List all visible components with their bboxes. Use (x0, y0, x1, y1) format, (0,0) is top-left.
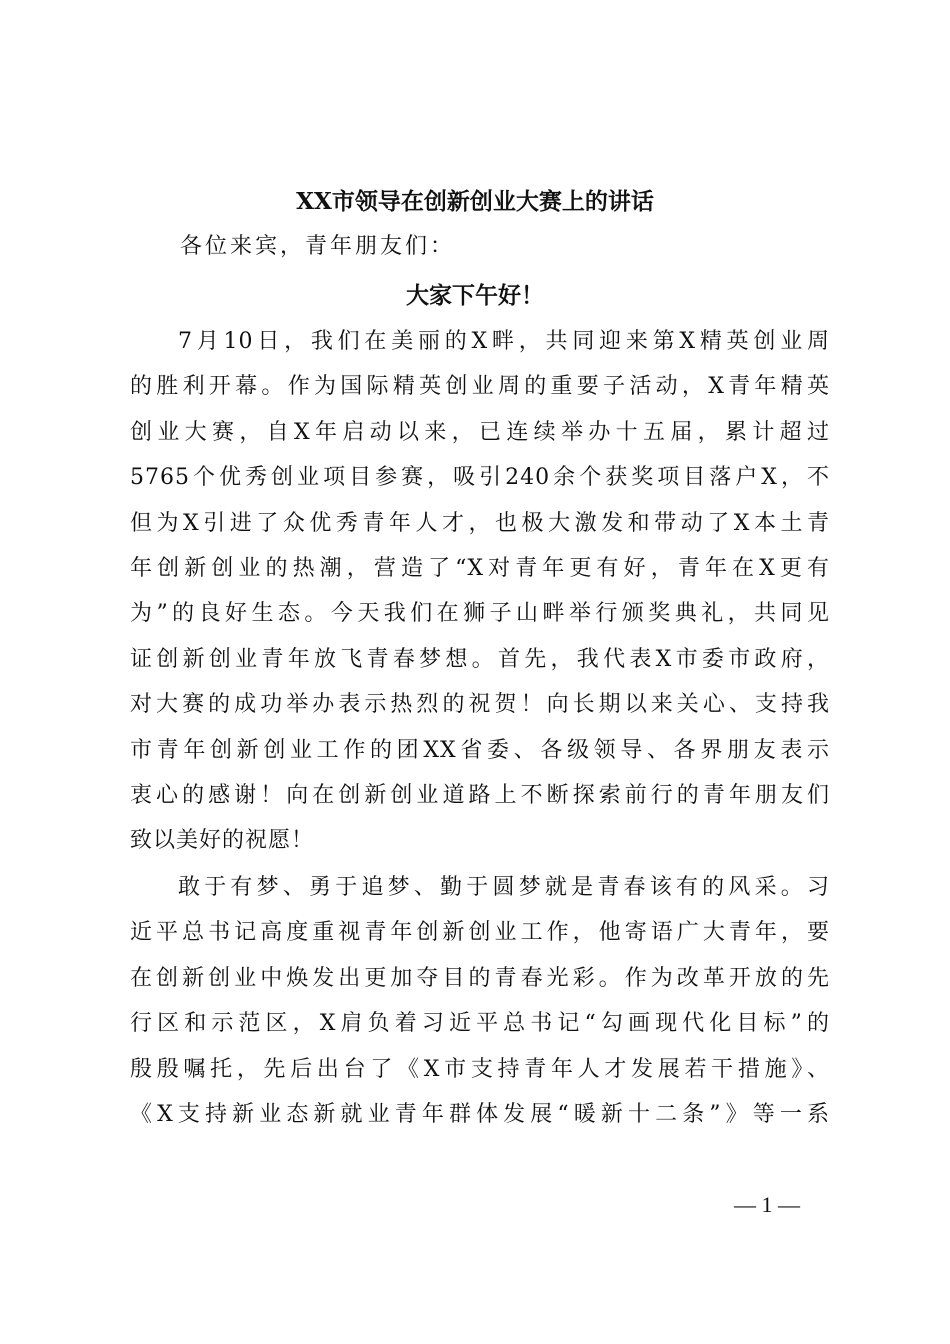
text-line: 7月10日，我们在美丽的X畔，共同迎来第X精英创业周 (178, 329, 830, 354)
text-line: 创业大赛，自X年启动以来，已连续举办十五届，累计超过 (130, 419, 830, 445)
document-title: XX市领导在创新创业大赛上的讲话 (296, 188, 654, 215)
text-line: 致以美好的祝愿！ (130, 828, 315, 854)
text-line: 近平总书记高度重视青年创新创业工作，他寄语广大青年，要 (130, 920, 830, 946)
text-line: 《X支持新业态新就业青年群体发展“暖新十二条”》等一系 (130, 1101, 830, 1127)
text-line: 在创新创业中焕发出更加夺目的青春光彩。作为改革开放的先 (130, 965, 830, 991)
page-number: — 1 — (734, 1192, 800, 1217)
text-line: 衷心的感谢！向在创新创业道路上不断探索前行的青年朋友们 (130, 782, 830, 808)
text-line: 证创新创业青年放飞青春梦想。首先，我代表X市委市政府， (130, 646, 830, 672)
text-line: 行区和示范区，X肩负着习近平总书记“勾画现代化目标”的 (130, 1011, 830, 1037)
greeting: 大家下午好！ (406, 282, 544, 309)
text-line: 敢于有梦、勇于追梦、勤于圆梦就是青春该有的风采。习 (178, 875, 830, 900)
text-line: 为”的良好生态。今天我们在狮子山畔举行颁奖典礼，共同见 (130, 601, 830, 627)
text-line: 市青年创新创业工作的团XX省委、各级领导、各界朋友表示 (130, 737, 830, 763)
text-line: 的胜利开幕。作为国际精英创业周的重要子活动，X青年精英 (130, 374, 830, 400)
text-line: 但为X引进了众优秀青年人才，也极大激发和带动了X本土青 (130, 510, 830, 536)
text-line: 5765个优秀创业项目参赛，吸引240余个获奖项目落户X，不 (130, 465, 830, 491)
salutation: 各位来宾，青年朋友们： (180, 234, 456, 259)
paragraph-2 (130, 865, 830, 1137)
text-line: 年创新创业的热潮，营造了“X对青年更有好，青年在X更有 (130, 555, 830, 581)
text-line: 殷殷嘱托，先后出台了《X市支持青年人才发展若干措施》、 (130, 1056, 830, 1082)
text-line: 对大赛的成功举办表示热烈的祝贺！向长期以来关心、支持我 (130, 692, 830, 718)
paragraph-1 (130, 319, 830, 864)
